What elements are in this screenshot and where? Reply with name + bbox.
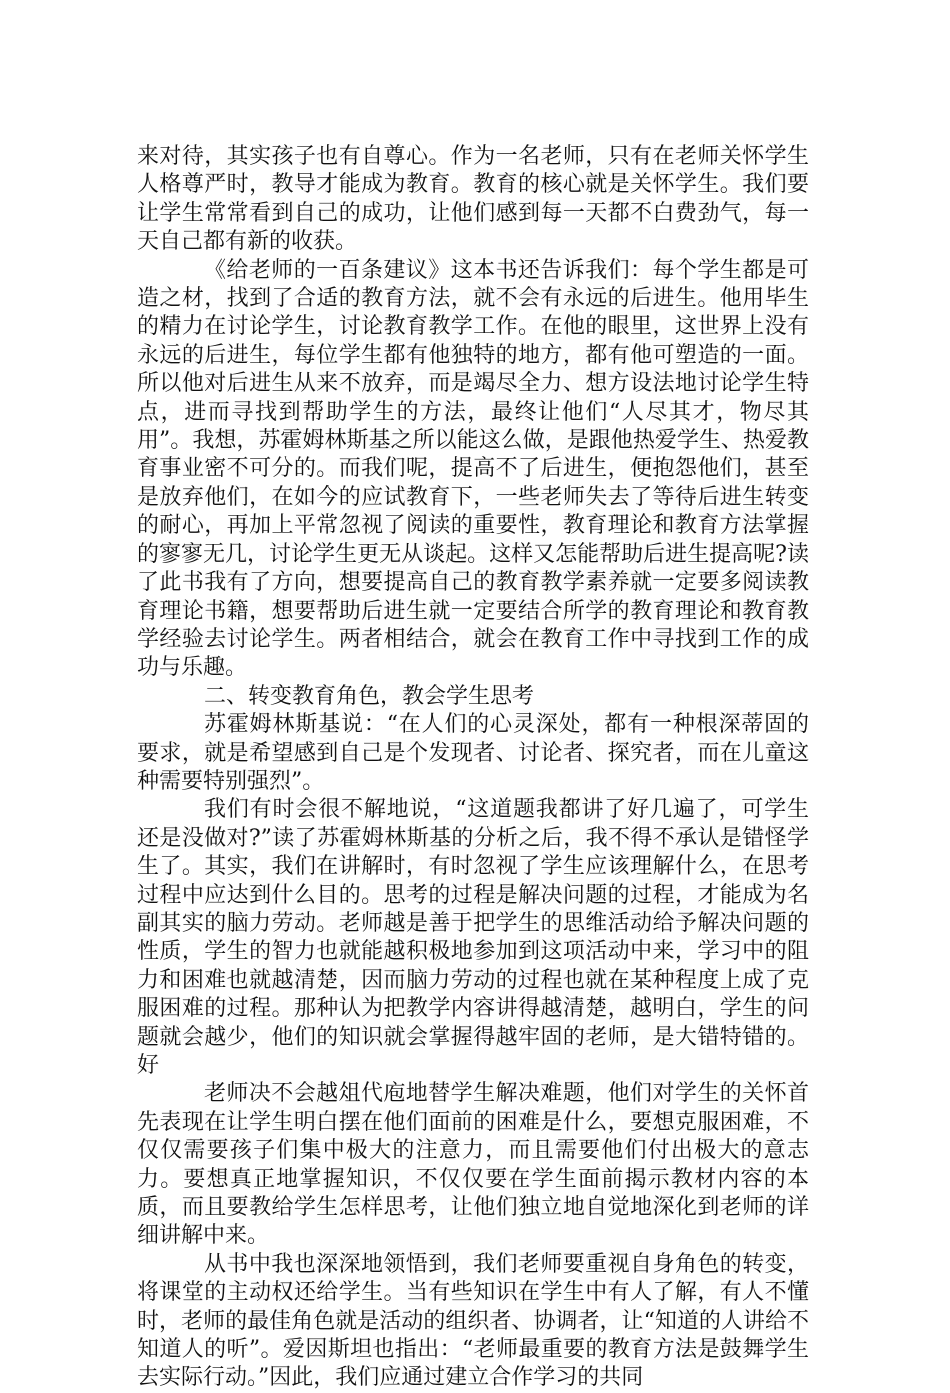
section-heading: 二、转变教育角色，教会学生思考 [204,683,535,709]
paragraph: 老师决不会越俎代庖地替学生解决难题，他们对学生的关怀首先表现在让学生明白摆在他们面前的困难是什么，要想克服困难，不仅仅需要孩子们集中极大的注意力，而且需要他们付出极大的意志力。要想真正地掌握知识，不仅仅要在学生面前揭示教材内容的本质，而且要教给学生怎样思考，让他们独立地自觉地深化到老师的详细讲解中来。 [137,1081,809,1249]
paragraph: 我们有时会很不解地说，“这道题我都讲了好几遍了，可学生还是没做对?”读了苏霍姆林斯基的分析之后，我不得不承认是错怪学生了。其实，我们在讲解时，有时忽视了学生应该理解什么，在思考过程中应达到什么目的。思考的过程是解决问题的过程，才能成为名副其实的脑力劳动。老师越是善于把学生的思维活动给予解决问题的性质，学生的智力也就能越积极地参加到这项活动中来，学习中的阻力和困难也就越清楚，因而脑力劳动的过程也就在某种程度上成了克服困难的过程。那种认为把教学内容讲得越清楚，越明白，学生的问题就会越少，他们的知识就会掌握得越牢固的老师，是大错特错的。好 [137,797,809,1078]
paragraph: 从书中我也深深地领悟到，我们老师要重视自身角色的转变，将课堂的主动权还给学生。当有些知识在学生中有人了解，有人不懂时，老师的最佳角色就是活动的组织者、协调者，让“知道的人讲给不知道人的听”。爱因斯坦也指出：“老师最重要的教育方法是鼓舞学生去实际行动。”因此，我们应通过建立合作学习的共同 [137,1251,809,1391]
paragraph: 《给老师的一百条建议》这本书还告诉我们：每个学生都是可造之材，找到了合适的教育方法，就不会有永远的后进生。他用毕生的精力在讨论学生，讨论教育教学工作。在他的眼里，这世界上没有永远的后进生，每位学生都有他独特的地方，都有他可塑造的一面。所以他对后进生从来不放弃，而是竭尽全力、想方设法地讨论学生特点，进而寻找到帮助学生的方法，最终让他们“人尽其才，物尽其用”。我想，苏霍姆林斯基之所以能这么做，是跟他热爱学生、热爱教育事业密不可分的。而我们呢，提高不了后进生，便抱怨他们，甚至是放弃他们，在如今的应试教育下，一些老师失去了等待后进生转变的耐心，再加上平常忽视了阅读的重要性，教育理论和教育方法掌握的寥寥无几，讨论学生更无从谈起。这样又怎能帮助后进生提高呢?读了此书我有了方向，想要提高自己的教育教学素养就一定要多阅读教育理论书籍，想要帮助后进生就一定要结合所学的教育理论和教育教学经验去讨论学生。两者相结合，就会在教育工作中寻找到工作的成功与乐趣。 [137,257,809,681]
paragraph: 苏霍姆林斯基说：“在人们的心灵深处，都有一种根深蒂固的要求，就是希望感到自己是个发现者、讨论者、探究者，而在儿童这种需要特别强烈”。 [137,712,809,794]
document-body [137,143,809,1393]
paragraph: 来对待，其实孩子也有自尊心。作为一名老师，只有在老师关怀学生人格尊严时，教导才能成为教育。教育的核心就是关怀学生。我们要让学生常常看到自己的成功，让他们感到每一天都不白费劲气，每一天自己都有新的收获。 [137,144,809,255]
